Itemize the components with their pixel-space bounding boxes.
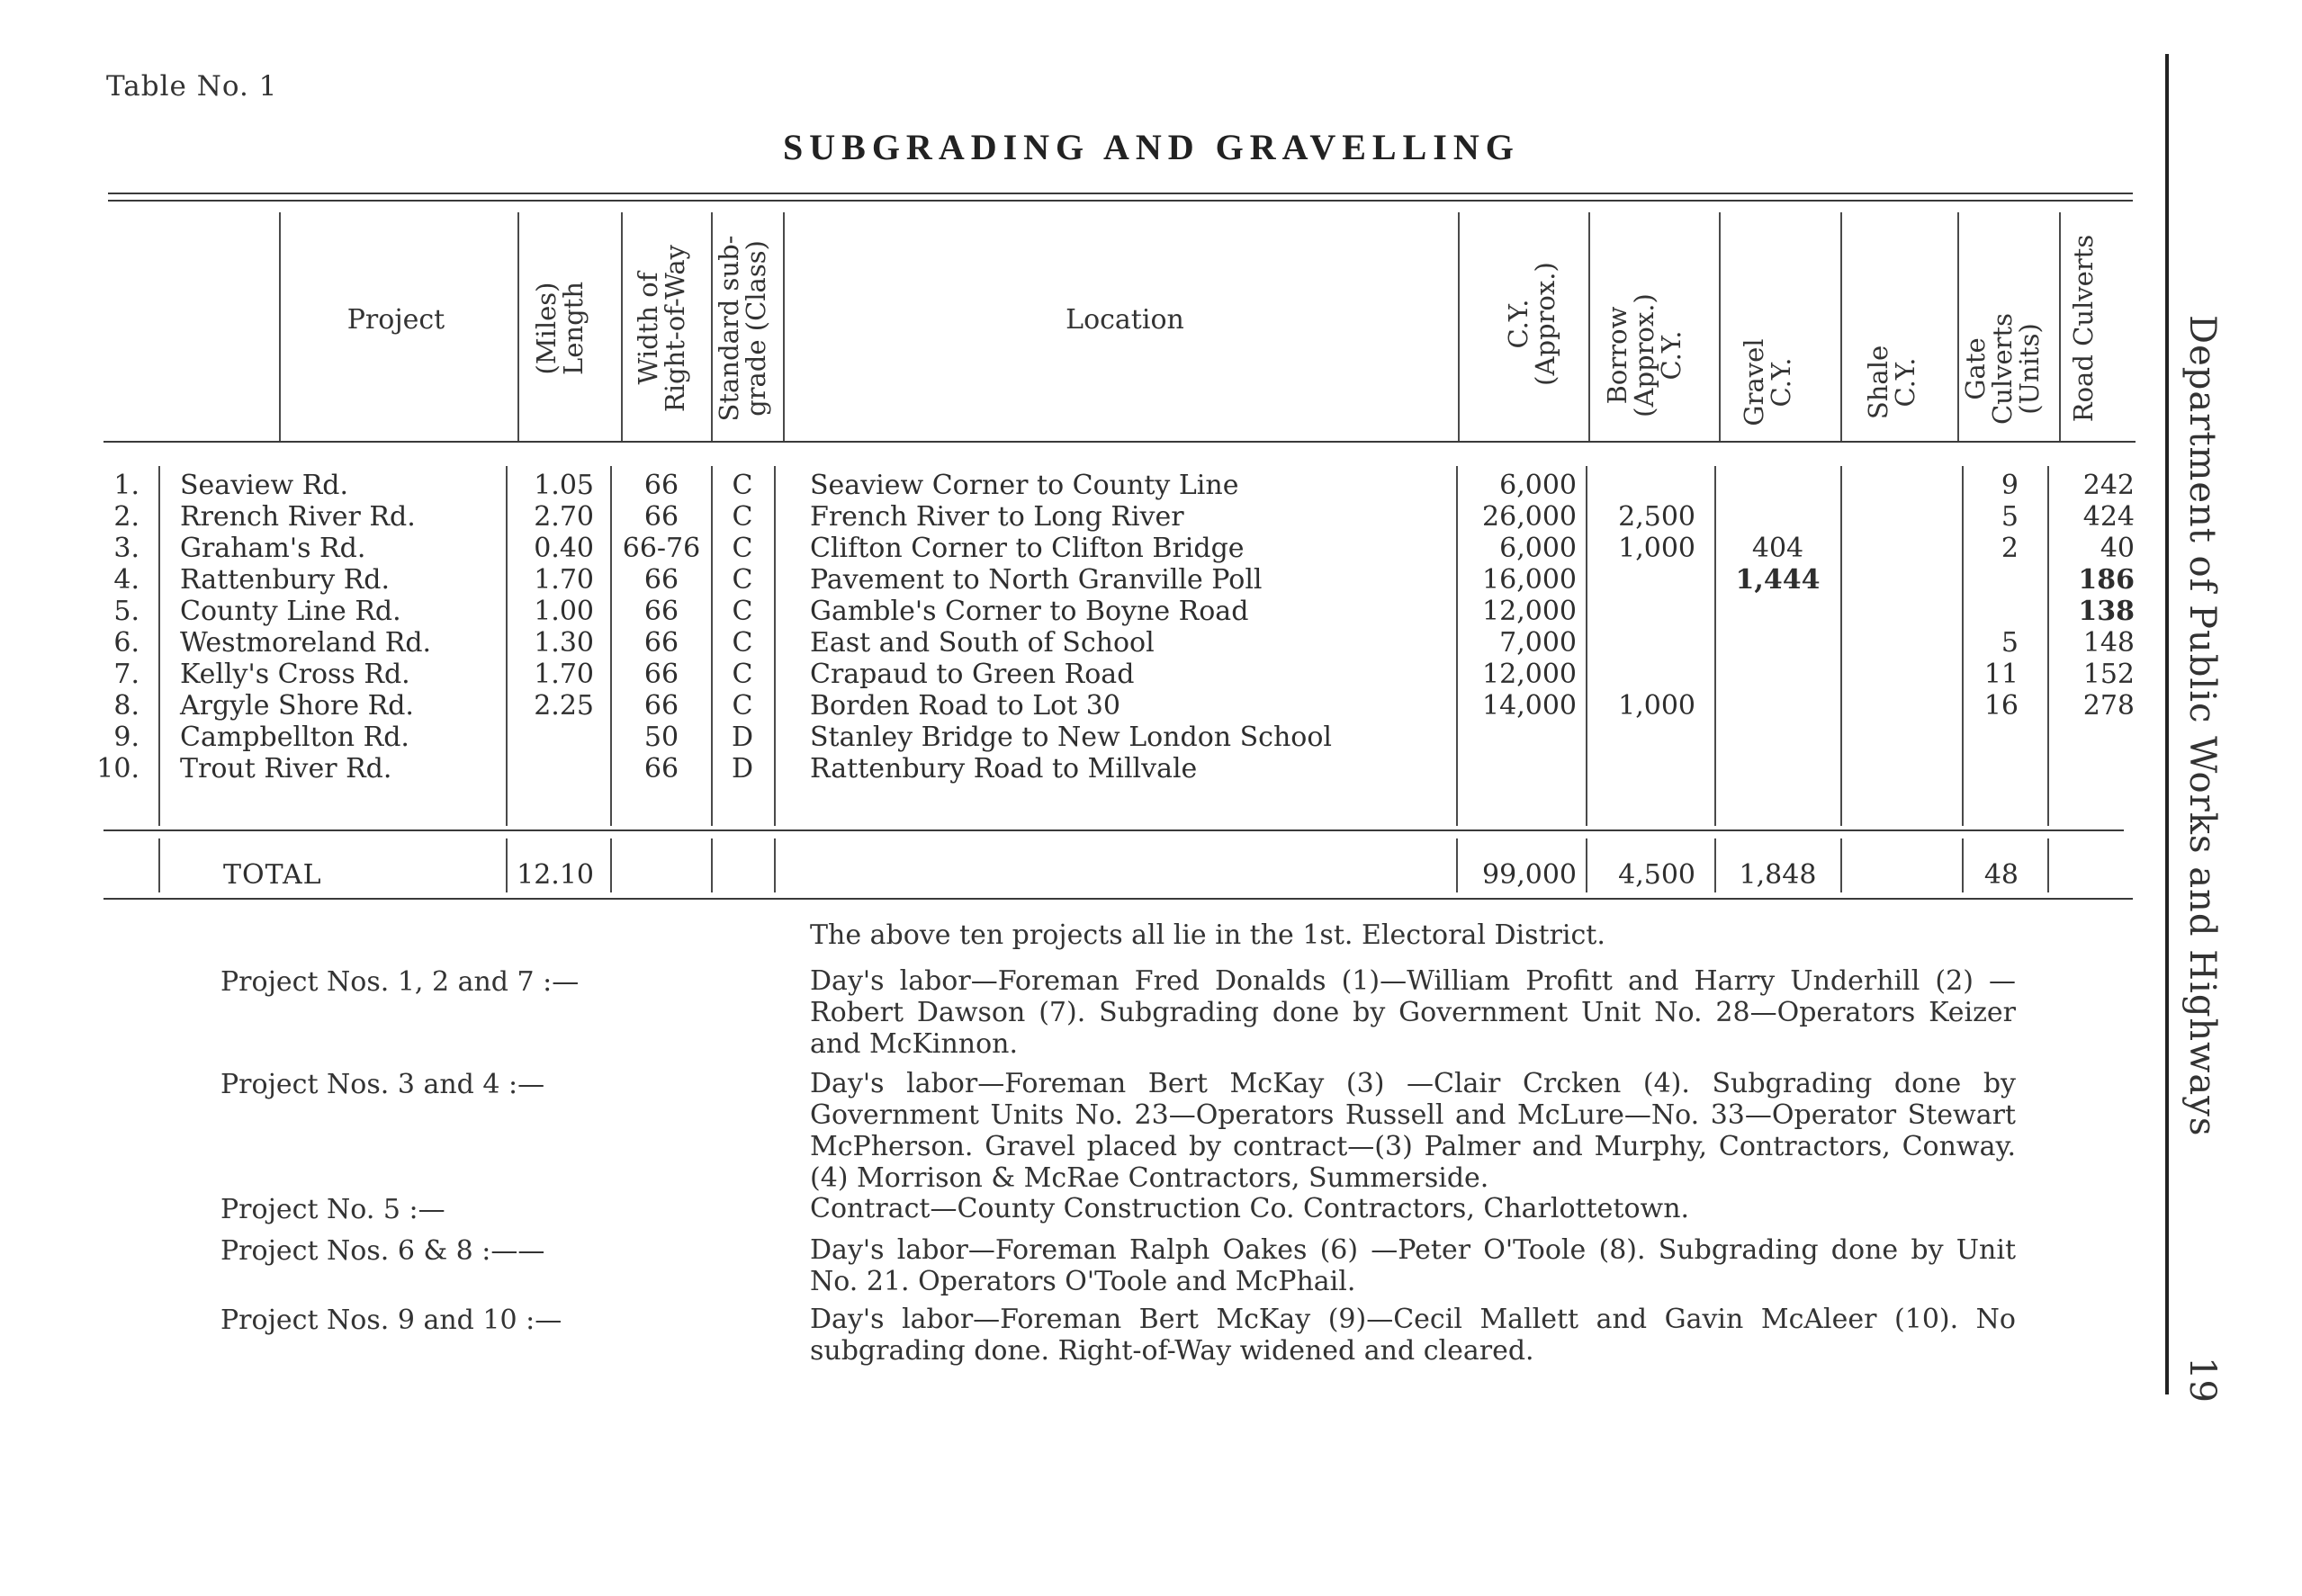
header-gravel-line1: Gravel xyxy=(1739,338,1769,426)
total-col-rule xyxy=(1840,838,1842,892)
row-cy: 14,000 xyxy=(1482,690,1577,722)
row-class: C xyxy=(732,501,753,533)
header-width xyxy=(634,220,688,436)
row-length: 1.00 xyxy=(534,596,594,627)
row-project: Seaview Rd. xyxy=(180,470,349,501)
table-top-rule-1 xyxy=(108,193,2133,194)
row-class: C xyxy=(732,470,753,501)
total-col-rule xyxy=(1714,838,1716,892)
page-number: 19 xyxy=(2181,1357,2223,1403)
note-text: Contract—County Construction Co. Contractors, Charlottetown. xyxy=(810,1193,1690,1224)
note-label: Project Nos. 9 and 10 :— xyxy=(220,1305,562,1336)
header-length-line2: Length xyxy=(558,282,589,375)
header-col-rule xyxy=(621,212,623,441)
row-location: Gamble's Corner to Boyne Road xyxy=(810,596,1249,627)
row-class: C xyxy=(732,564,753,596)
note-text: Day's labor—Foreman Ralph Oakes (6) —Peter O'Toole (8). Subgrading done by Unit No. 21. Operators O'Toole and McPhail. xyxy=(810,1234,2016,1297)
row-gate: 5 xyxy=(2001,627,2019,659)
row-project: Graham's Rd. xyxy=(180,533,366,564)
row-width: 66 xyxy=(643,753,679,785)
row-road: 186 xyxy=(2078,564,2135,596)
row-project: Trout River Rd. xyxy=(180,753,392,785)
row-location: Stanley Bridge to New London School xyxy=(810,722,1333,753)
note-label: Project Nos. 6 & 8 :—— xyxy=(220,1235,545,1267)
header-standard-line2: grade (Class) xyxy=(741,240,771,417)
row-cy: 26,000 xyxy=(1482,501,1577,533)
total-col-rule xyxy=(158,838,160,892)
row-number: 4. xyxy=(113,564,139,596)
note-text: Day's labor—Foreman Fred Donalds (1)—William Profitt and Harry Underhill (2) —Robert Dawson (7). Subgrading done by Government Unit No. 28—Operators Keizer and McKinnon. xyxy=(810,965,2016,1060)
row-location: Borden Road to Lot 30 xyxy=(810,690,1120,722)
total-col-rule xyxy=(1962,838,1964,892)
row-project: Westmoreland Rd. xyxy=(180,627,432,659)
note-text: Day's labor—Foreman Bert McKay (3) —Clair Crcken (4). Subgrading done by Government Units No. 23—Operators Russell and McLure—No. 33—Operator Stewart McPherson. Gravel placed by contract—(3) Palmer and Murphy, Contractors, Conway. (4) Morrison & McRae Contractors, Summerside. xyxy=(810,1068,2016,1194)
row-borrow: 2,500 xyxy=(1618,501,1695,533)
body-col-rule xyxy=(1714,466,1716,826)
row-class: C xyxy=(732,659,753,690)
row-width: 66 xyxy=(643,596,679,627)
table-top-rule-2 xyxy=(108,200,2133,202)
row-cy: 12,000 xyxy=(1482,659,1577,690)
row-number: 3. xyxy=(113,533,139,564)
header-gate-line3: (Units) xyxy=(2014,323,2045,415)
row-project: County Line Rd. xyxy=(180,596,401,627)
header-standard xyxy=(715,220,769,436)
total-label: TOTAL xyxy=(223,859,322,891)
page-title: SUBGRADING AND GRAVELLING xyxy=(783,127,1520,167)
header-shale xyxy=(1865,328,1919,436)
header-col-rule xyxy=(1719,212,1721,441)
row-length: 1.30 xyxy=(534,627,594,659)
total-gate: 48 xyxy=(1983,859,2019,891)
header-borrow-line1: Borrow xyxy=(1602,306,1632,405)
header-cy xyxy=(1505,234,1559,414)
total-col-rule xyxy=(711,838,713,892)
row-class: C xyxy=(732,533,753,564)
row-length: 1.05 xyxy=(534,470,594,501)
total-top-rule xyxy=(103,829,2124,831)
body-col-rule xyxy=(158,466,160,826)
header-project: Project xyxy=(346,304,445,336)
row-class: D xyxy=(731,722,754,753)
total-borrow: 4,500 xyxy=(1618,859,1695,891)
body-col-rule xyxy=(711,466,713,826)
row-class: D xyxy=(731,753,754,785)
row-location: Pavement to North Granville Poll xyxy=(810,564,1263,596)
row-class: C xyxy=(732,596,753,627)
row-project: Rattenbury Rd. xyxy=(180,564,391,596)
row-length: 2.70 xyxy=(534,501,594,533)
row-cy: 7,000 xyxy=(1499,627,1577,659)
header-col-rule xyxy=(2059,212,2061,441)
row-location: Seaview Corner to County Line xyxy=(810,470,1239,501)
row-class: C xyxy=(732,690,753,722)
row-class: C xyxy=(732,627,753,659)
row-gate: 5 xyxy=(2001,501,2019,533)
header-width-line2: Right-of-Way xyxy=(660,244,690,413)
row-gate: 16 xyxy=(1983,690,2019,722)
header-gate-line1: Gate xyxy=(1960,337,1991,400)
header-bottom-rule xyxy=(103,441,2136,443)
row-location: Clifton Corner to Clifton Bridge xyxy=(810,533,1245,564)
row-cy: 6,000 xyxy=(1499,470,1577,501)
row-location: Rattenbury Road to Millvale xyxy=(810,753,1198,785)
row-cy: 16,000 xyxy=(1482,564,1577,596)
header-borrow-line3: C.Y. xyxy=(1656,330,1686,381)
row-gate: 11 xyxy=(1983,659,2019,690)
body-col-rule xyxy=(2047,466,2049,826)
row-width: 66 xyxy=(643,627,679,659)
row-length: 1.70 xyxy=(534,659,594,690)
body-col-rule xyxy=(1962,466,1964,826)
row-project: Argyle Shore Rd. xyxy=(180,690,414,722)
row-cy: 12,000 xyxy=(1482,596,1577,627)
header-col-rule xyxy=(1840,212,1842,441)
row-length: 1.70 xyxy=(534,564,594,596)
row-borrow: 1,000 xyxy=(1618,533,1695,564)
total-length: 12.10 xyxy=(517,859,594,891)
body-col-rule xyxy=(774,466,776,826)
row-borrow: 1,000 xyxy=(1618,690,1695,722)
row-width: 66 xyxy=(643,501,679,533)
row-width: 66-76 xyxy=(622,533,701,564)
header-col-rule xyxy=(279,212,281,441)
department-running-title: Department of Public Works and Highways xyxy=(2181,315,2223,1137)
row-road: 148 xyxy=(2082,627,2135,659)
row-gate: 9 xyxy=(2001,470,2019,501)
header-length xyxy=(533,220,587,436)
total-col-rule xyxy=(1586,838,1587,892)
table-bottom-rule xyxy=(103,898,2133,900)
header-col-rule xyxy=(517,212,519,441)
header-length-line1: (Miles) xyxy=(531,282,562,375)
row-gate: 2 xyxy=(2001,533,2019,564)
header-col-rule xyxy=(1957,212,1959,441)
total-cy: 99,000 xyxy=(1482,859,1577,891)
row-width: 66 xyxy=(643,470,679,501)
header-shale-line1: Shale xyxy=(1863,345,1893,420)
header-shale-line2: C.Y. xyxy=(1890,357,1920,408)
row-number: 10. xyxy=(96,753,139,785)
note-label: Project No. 5 :— xyxy=(220,1194,445,1225)
row-number: 1. xyxy=(113,470,139,501)
row-road: 138 xyxy=(2078,596,2135,627)
header-location: Location xyxy=(1066,304,1184,336)
row-number: 6. xyxy=(113,627,139,659)
right-margin-rule xyxy=(2165,54,2169,1394)
row-width: 50 xyxy=(643,722,679,753)
row-road: 242 xyxy=(2082,470,2135,501)
row-length: 0.40 xyxy=(534,533,594,564)
row-project: Campbellton Rd. xyxy=(180,722,409,753)
row-gravel: 1,444 xyxy=(1735,564,1821,596)
header-cy-line2: (Approx.) xyxy=(1530,262,1560,386)
total-col-rule xyxy=(610,838,612,892)
row-width: 66 xyxy=(643,659,679,690)
row-road: 424 xyxy=(2082,501,2135,533)
notes-intro: The above ten projects all lie in the 1st. Electoral District. xyxy=(810,919,1605,951)
body-col-rule xyxy=(506,466,508,826)
row-road: 152 xyxy=(2082,659,2135,690)
header-col-rule xyxy=(1458,212,1460,441)
body-col-rule xyxy=(1840,466,1842,826)
header-gate xyxy=(1962,301,2043,436)
body-col-rule xyxy=(1586,466,1587,826)
note-label: Project Nos. 1, 2 and 7 :— xyxy=(220,966,580,998)
header-borrow-line2: (Approx.) xyxy=(1629,293,1659,417)
row-number: 7. xyxy=(113,659,139,690)
row-location: Crapaud to Green Road xyxy=(810,659,1135,690)
row-length: 2.25 xyxy=(534,690,594,722)
header-standard-line1: Standard sub- xyxy=(714,235,744,422)
row-number: 2. xyxy=(113,501,139,533)
header-gravel-line2: C.Y. xyxy=(1766,357,1796,408)
row-location: East and South of School xyxy=(810,627,1155,659)
row-road: 278 xyxy=(2082,690,2135,722)
row-number: 8. xyxy=(113,690,139,722)
row-gravel: 404 xyxy=(1751,533,1804,564)
row-number: 9. xyxy=(113,722,139,753)
total-col-rule xyxy=(1456,838,1458,892)
table-number: Table No. 1 xyxy=(106,70,278,103)
row-project: Rrench River Rd. xyxy=(180,501,416,533)
header-col-rule xyxy=(1588,212,1590,441)
header-road xyxy=(2070,220,2097,436)
total-col-rule xyxy=(506,838,508,892)
row-road: 40 xyxy=(2100,533,2135,564)
body-col-rule xyxy=(1456,466,1458,826)
header-road-line1: Road Culverts xyxy=(2068,234,2099,423)
row-number: 5. xyxy=(113,596,139,627)
header-gravel xyxy=(1740,328,1794,436)
note-label: Project Nos. 3 and 4 :— xyxy=(220,1069,545,1100)
header-col-rule xyxy=(783,212,785,441)
row-width: 66 xyxy=(643,690,679,722)
row-project: Kelly's Cross Rd. xyxy=(180,659,410,690)
note-text: Day's labor—Foreman Bert McKay (9)—Cecil Mallett and Gavin McAleer (10). No subgrading done. Right-of-Way widened and cleared. xyxy=(810,1304,2016,1367)
total-col-rule xyxy=(774,838,776,892)
header-col-rule xyxy=(711,212,713,441)
total-gravel: 1,848 xyxy=(1739,859,1817,891)
header-borrow xyxy=(1604,274,1685,436)
header-gate-line2: Culverts xyxy=(1987,312,2018,426)
total-col-rule xyxy=(2047,838,2049,892)
row-width: 66 xyxy=(643,564,679,596)
header-width-line1: Width of xyxy=(633,272,663,385)
body-col-rule xyxy=(610,466,612,826)
header-cy-line1: C.Y. xyxy=(1503,299,1533,349)
row-cy: 6,000 xyxy=(1499,533,1577,564)
row-location: French River to Long River xyxy=(810,501,1184,533)
